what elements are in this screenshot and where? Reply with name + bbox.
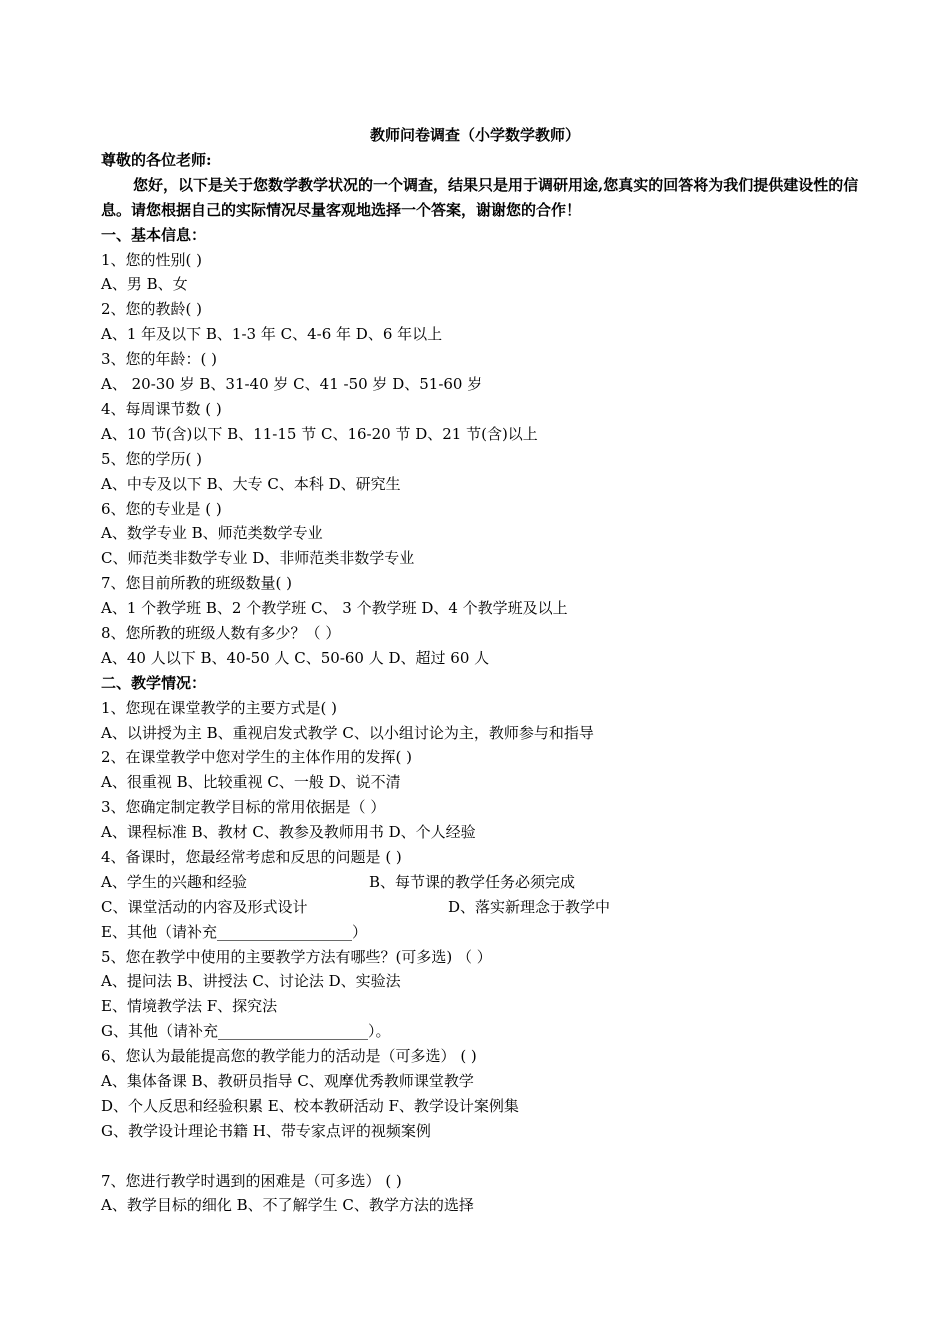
answer-options: E、情境教学法 F、探究法 — [101, 997, 278, 1016]
question-text: 7、您目前所教的班级数量( ) — [101, 574, 293, 593]
question-text: 1、您现在课堂教学的主要方式是( ) — [101, 698, 338, 717]
option-text: B、每节课的教学任务必须完成 — [369, 872, 576, 891]
answer-options: E、其他（请补充__________________） — [101, 922, 367, 941]
blank-line — [101, 1144, 861, 1169]
question-text: 5、您的学历( ) — [101, 449, 203, 468]
answer-options: A、以讲授为主 B、重视启发式教学 C、以小组讨论为主，教师参与和指导 — [101, 723, 594, 742]
document-title: 教师问卷调查（小学数学教师） — [369, 126, 580, 144]
intro-paragraph: 您好，以下是关于您数学教学状况的一个调查，结果只是用于调研用途,您真实的回答将为我们提供建设性的信息。请您根据自己的实际情况尽量客观地选择一个答案，谢谢您的合作！ — [101, 175, 859, 219]
document-body — [101, 148, 861, 1218]
option-text: A、学生的兴趣和经验 — [101, 872, 247, 891]
answer-options — [101, 870, 861, 895]
answer-options: A、男 B、女 — [101, 275, 188, 294]
answer-options — [101, 895, 861, 920]
answer-options: A、教学目标的细化 B、不了解学生 C、教学方法的选择 — [101, 1196, 474, 1215]
question-text: 2、在课堂教学中您对学生的主体作用的发挥( ) — [101, 748, 413, 767]
answer-options: A、10 节(含)以下 B、11-15 节 C、16-20 节 D、21 节(含)以上 — [101, 424, 538, 443]
question-text: 3、您确定制定教学目标的常用依据是（ ） — [101, 798, 386, 817]
question-text: 8、您所教的班级人数有多少？（ ） — [101, 623, 341, 642]
answer-options: A、40 人以下 B、40-50 人 C、50-60 人 D、超过 60 人 — [101, 648, 490, 667]
answer-options: A、1 个教学班 B、2 个教学班 C、 3 个教学班 D、4 个教学班及以上 — [101, 599, 568, 618]
question-text: 3、您的年龄：( ) — [101, 350, 218, 369]
question-text: 4、备课时，您最经常考虑和反思的问题是 ( ) — [101, 847, 402, 866]
answer-options: A、数学专业 B、师范类数学专业 — [101, 524, 323, 543]
question-text: 6、您的专业是 ( ) — [101, 499, 222, 518]
answer-options: A、集体备课 B、教研员指导 C、观摩优秀教师课堂教学 — [101, 1071, 474, 1090]
option-text: C、课堂活动的内容及形式设计 — [101, 897, 308, 916]
answer-options: D、个人反思和经验积累 E、校本教研活动 F、教学设计案例集 — [101, 1096, 519, 1115]
question-text: 4、每周课节数 ( ) — [101, 399, 222, 418]
question-text: 7、您进行教学时遇到的困难是（可多选） ( ) — [101, 1171, 402, 1190]
question-text: 2、您的教龄( ) — [101, 300, 203, 319]
answer-options: A、课程标准 B、教材 C、教参及教师用书 D、个人经验 — [101, 823, 476, 842]
question-text: 6、您认为最能提高您的教学能力的活动是（可多选） ( ) — [101, 1047, 477, 1066]
answer-options: A、1 年及以下 B、1-3 年 C、4-6 年 D、6 年以上 — [101, 325, 443, 344]
greeting: 尊敬的各位老师: — [101, 151, 212, 169]
answer-options: A、 20-30 岁 B、31-40 岁 C、41 -50 岁 D、51-60 岁 — [101, 375, 483, 394]
answer-options: A、中专及以下 B、大专 C、本科 D、研究生 — [101, 474, 401, 493]
option-text: D、落实新理念于教学中 — [448, 897, 611, 916]
question-text: 1、您的性别( ) — [101, 250, 203, 269]
answer-options: A、提问法 B、讲授法 C、讨论法 D、实验法 — [101, 972, 401, 991]
section1-heading: 一、基本信息： — [101, 225, 207, 244]
answer-options: A、很重视 B、比较重视 C、一般 D、说不清 — [101, 773, 401, 792]
answer-options: C、师范类非数学专业 D、非师范类非数学专业 — [101, 549, 415, 568]
answer-options: G、其他（请补充____________________）。 — [101, 1022, 391, 1041]
question-text: 5、您在教学中使用的主要教学方法有哪些？(可多选) （ ） — [101, 947, 492, 966]
answer-options: G、教学设计理论书籍 H、带专家点评的视频案例 — [101, 1121, 431, 1140]
section2-heading: 二、教学情况： — [101, 673, 207, 692]
